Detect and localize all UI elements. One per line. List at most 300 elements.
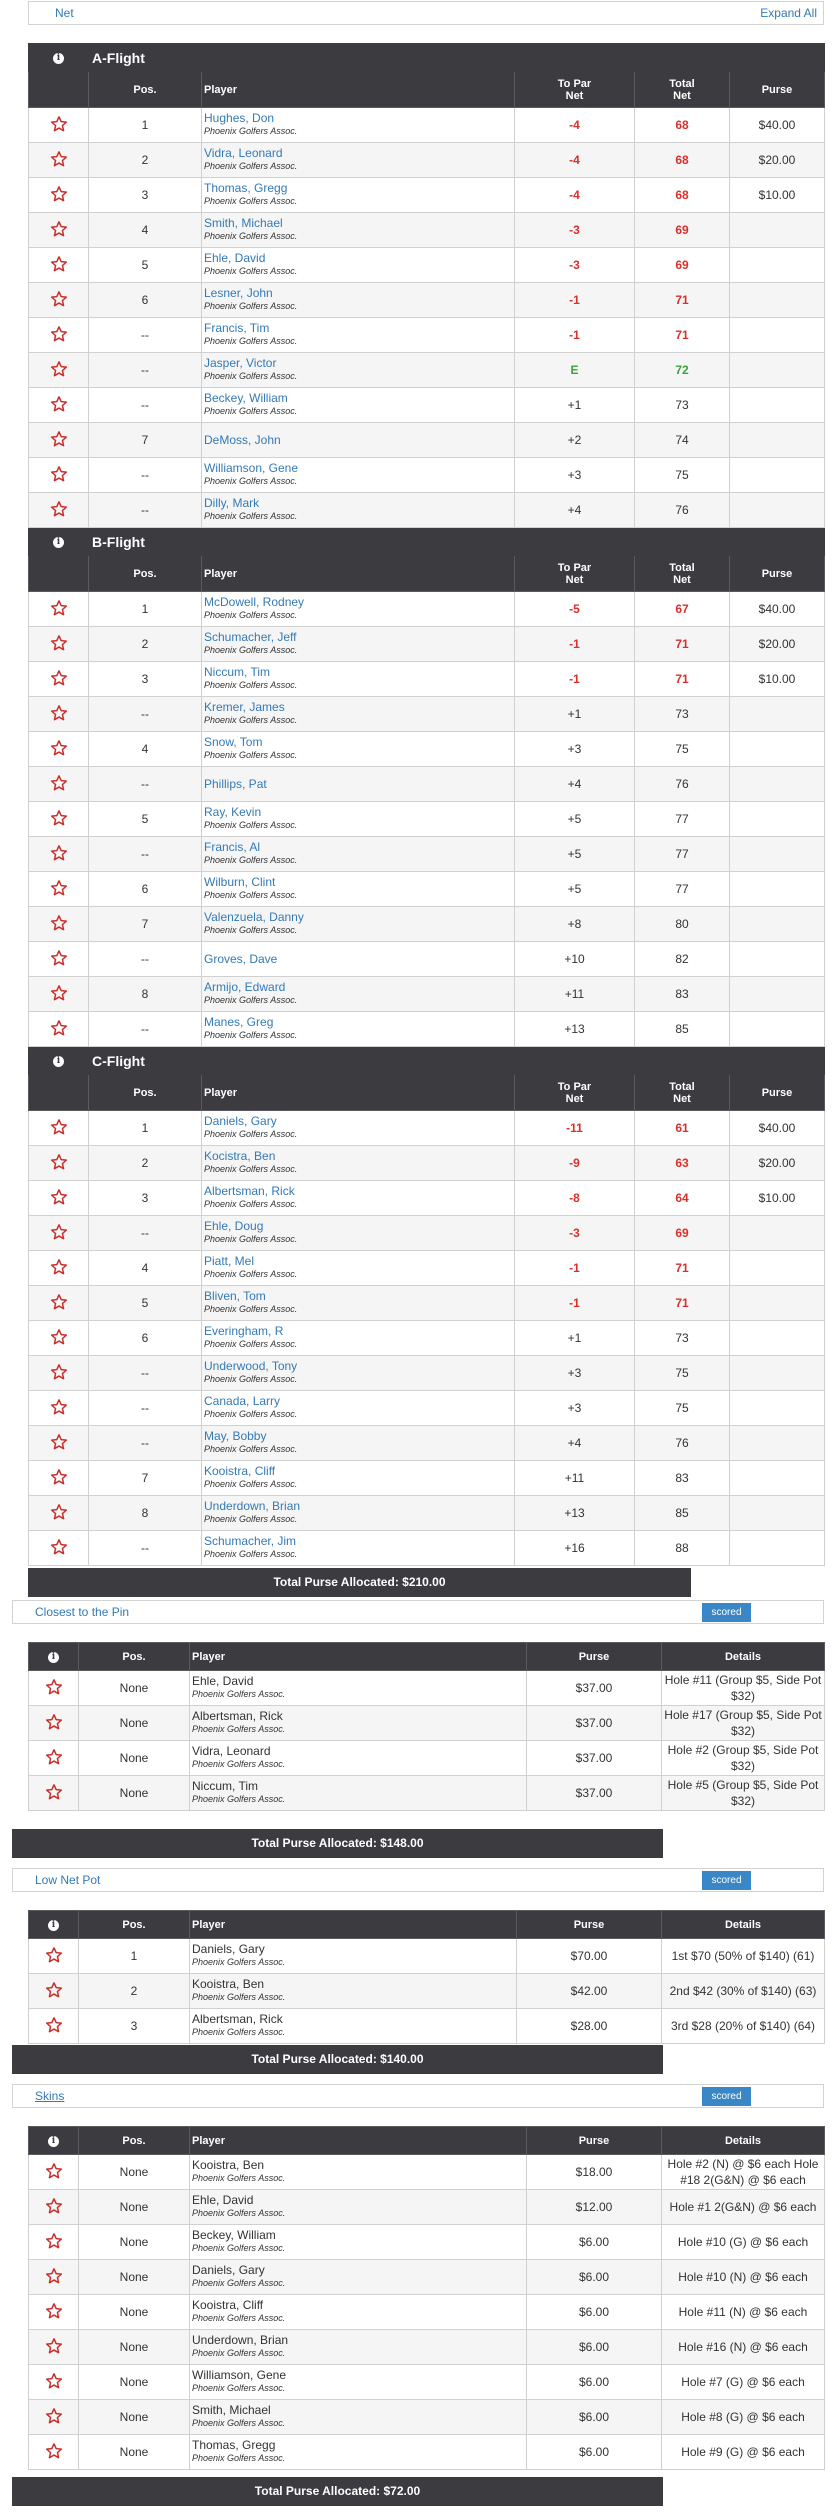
- position: 4: [89, 732, 202, 767]
- position: None: [79, 1671, 190, 1706]
- player-club: Phoenix Golfers Assoc.: [204, 855, 298, 865]
- game-title-link[interactable]: Skins: [35, 2089, 65, 2103]
- position: 4: [89, 1251, 202, 1286]
- col-purse: Purse: [730, 1075, 825, 1111]
- player-club: Phoenix Golfers Assoc.: [204, 406, 298, 416]
- table-row: [29, 1286, 825, 1321]
- player-name[interactable]: Kooistra, Ben: [192, 1977, 265, 1991]
- to-par-net: +11: [515, 1461, 635, 1496]
- favorite-star-icon[interactable]: [29, 1531, 89, 1566]
- total-net: 61: [635, 1111, 730, 1146]
- game-table: [28, 1642, 825, 1811]
- position: 4: [89, 213, 202, 248]
- purse: $40.00: [730, 108, 825, 143]
- details: Hole #11 (N) @ $6 each: [662, 2295, 825, 2330]
- player-club: Phoenix Golfers Assoc.: [192, 2383, 286, 2393]
- details: Hole #7 (G) @ $6 each: [662, 2365, 825, 2400]
- total-net: 71: [635, 1286, 730, 1321]
- favorite-star-icon[interactable]: [29, 213, 89, 248]
- favorite-star-icon[interactable]: [29, 872, 89, 907]
- to-par-net: +1: [515, 697, 635, 732]
- player-name-link[interactable]: Hughes, Don: [204, 111, 275, 125]
- info-icon[interactable]: i: [48, 1920, 59, 1931]
- purse: $10.00: [730, 1181, 825, 1216]
- favorite-star-icon[interactable]: [29, 1391, 89, 1426]
- total-net: 85: [635, 1012, 730, 1047]
- to-par-net: +3: [515, 458, 635, 493]
- favorite-star-icon[interactable]: [29, 942, 89, 977]
- favorite-star-icon[interactable]: [29, 2225, 79, 2260]
- position: --: [89, 697, 202, 732]
- table-row: [29, 1939, 825, 1974]
- player-club: Phoenix Golfers Assoc.: [204, 925, 298, 935]
- purse: [730, 942, 825, 977]
- table-row: [29, 1706, 825, 1741]
- total-net: 73: [635, 1321, 730, 1356]
- total-net: 77: [635, 872, 730, 907]
- to-par-net: +13: [515, 1012, 635, 1047]
- player-name-link[interactable]: Kremer, James: [204, 700, 285, 714]
- player-club: Phoenix Golfers Assoc.: [192, 2173, 286, 2183]
- table-row: [29, 977, 825, 1012]
- player-name-link[interactable]: Ehle, David: [204, 251, 266, 265]
- favorite-star-icon[interactable]: [29, 353, 89, 388]
- favorite-star-icon[interactable]: [29, 592, 89, 627]
- purse: $37.00: [527, 1671, 662, 1706]
- player-club: Phoenix Golfers Assoc.: [204, 126, 298, 136]
- position: None: [79, 1706, 190, 1741]
- favorite-star-icon[interactable]: [29, 1974, 79, 2009]
- to-par-net: -4: [515, 108, 635, 143]
- col-player: Player: [190, 2127, 527, 2155]
- position: 1: [89, 108, 202, 143]
- player-name-link[interactable]: Vidra, Leonard: [204, 146, 283, 160]
- player-club: Phoenix Golfers Assoc.: [192, 1794, 286, 1804]
- player-name-link[interactable]: May, Bobby: [204, 1429, 267, 1443]
- purse: $6.00: [527, 2400, 662, 2435]
- purse: $42.00: [517, 1974, 662, 2009]
- table-row: [29, 423, 825, 458]
- favorite-star-icon[interactable]: [29, 493, 89, 528]
- player-name-link[interactable]: Niccum, Tim: [204, 665, 270, 679]
- column-header-row: [29, 1075, 825, 1111]
- table-row: [29, 872, 825, 907]
- favorite-star-icon[interactable]: [29, 2365, 79, 2400]
- position: --: [89, 1216, 202, 1251]
- flight-header: [29, 528, 825, 556]
- info-icon[interactable]: i: [48, 1652, 59, 1663]
- total-net: 76: [635, 493, 730, 528]
- player-name-link[interactable]: Francis, Al: [204, 840, 261, 854]
- total-net: 75: [635, 732, 730, 767]
- col-player: Player: [190, 1643, 527, 1671]
- player-club: Phoenix Golfers Assoc.: [204, 1479, 298, 1489]
- game-title-link[interactable]: Closest to the Pin: [35, 1605, 130, 1619]
- purse: [730, 388, 825, 423]
- total-net: 69: [635, 213, 730, 248]
- position: 5: [89, 248, 202, 283]
- to-par-net: +4: [515, 493, 635, 528]
- purse: $10.00: [730, 178, 825, 213]
- col-pos: Pos.: [89, 72, 202, 108]
- position: None: [79, 2365, 190, 2400]
- player-name-link[interactable]: Daniels, Gary: [204, 1114, 277, 1128]
- total-net: 85: [635, 1496, 730, 1531]
- to-par-net: -4: [515, 178, 635, 213]
- favorite-star-icon[interactable]: [29, 1496, 89, 1531]
- to-par-net: +5: [515, 837, 635, 872]
- total-net: 68: [635, 108, 730, 143]
- table-row: [29, 318, 825, 353]
- table-row: [29, 732, 825, 767]
- player-name-link[interactable]: Phillips, Pat: [204, 776, 267, 791]
- total-net: 75: [635, 1356, 730, 1391]
- player-name-link[interactable]: Schumacher, Jeff: [204, 630, 297, 644]
- favorite-star-icon[interactable]: [29, 627, 89, 662]
- favorite-star-icon[interactable]: [29, 458, 89, 493]
- total-net: 68: [635, 178, 730, 213]
- col-pos: Pos.: [89, 556, 202, 592]
- purse: [730, 1461, 825, 1496]
- table-row: [29, 2400, 825, 2435]
- position: None: [79, 2225, 190, 2260]
- player-name-link[interactable]: Manes, Greg: [204, 1015, 274, 1029]
- favorite-star-icon[interactable]: [29, 2295, 79, 2330]
- player-name[interactable]: Thomas, Gregg: [192, 2438, 276, 2452]
- favorite-star-icon[interactable]: [29, 1286, 89, 1321]
- net-link[interactable]: Net: [55, 6, 74, 20]
- player-club: Phoenix Golfers Assoc.: [204, 1409, 298, 1419]
- player-club: Phoenix Golfers Assoc.: [204, 1514, 298, 1524]
- player-name[interactable]: Kooistra, Cliff: [192, 2298, 264, 2312]
- favorite-star-icon[interactable]: [29, 977, 89, 1012]
- details: Hole #2 (N) @ $6 each Hole #18 2(G&N) @ $6 each: [662, 2155, 825, 2190]
- info-icon[interactable]: i: [53, 537, 64, 548]
- details: Hole #9 (G) @ $6 each: [662, 2435, 825, 2470]
- player-name-link[interactable]: Everingham, R: [204, 1324, 284, 1338]
- player-club: Phoenix Golfers Assoc.: [204, 1164, 298, 1174]
- table-row: [29, 493, 825, 528]
- player-name-link[interactable]: Dilly, Mark: [204, 496, 260, 510]
- total-net: 69: [635, 1216, 730, 1251]
- position: 2: [89, 627, 202, 662]
- favorite-star-icon[interactable]: [29, 2400, 79, 2435]
- favorite-star-icon[interactable]: [29, 2260, 79, 2295]
- player-club: Phoenix Golfers Assoc.: [204, 1549, 298, 1559]
- purse: $37.00: [527, 1741, 662, 1776]
- player-name-link[interactable]: Underwood, Tony: [204, 1359, 298, 1373]
- col-pos: Pos.: [79, 1643, 190, 1671]
- column-header-row: [29, 556, 825, 592]
- to-par-net: +16: [515, 1531, 635, 1566]
- table-row: [29, 2330, 825, 2365]
- game-table: [28, 2126, 825, 2470]
- favorite-star-icon[interactable]: [29, 1181, 89, 1216]
- favorite-star-icon[interactable]: [29, 1461, 89, 1496]
- player-name-link[interactable]: Jasper, Victor: [204, 356, 277, 370]
- to-par-net: -1: [515, 1251, 635, 1286]
- purse: $6.00: [527, 2260, 662, 2295]
- favorite-star-icon[interactable]: [29, 1321, 89, 1356]
- total-net: 69: [635, 248, 730, 283]
- total-net: 71: [635, 627, 730, 662]
- game-bar: [12, 1600, 824, 1624]
- to-par-net: +13: [515, 1496, 635, 1531]
- to-par-net: +5: [515, 802, 635, 837]
- player-club: Phoenix Golfers Assoc.: [192, 2027, 286, 2037]
- position: --: [89, 767, 202, 802]
- to-par-net: -1: [515, 283, 635, 318]
- position: None: [79, 1741, 190, 1776]
- info-icon[interactable]: i: [48, 2136, 59, 2147]
- col-total-net: Total Net: [635, 556, 730, 592]
- position: 7: [89, 907, 202, 942]
- purse: $18.00: [527, 2155, 662, 2190]
- info-icon[interactable]: i: [53, 1056, 64, 1067]
- scored-badge: scored: [702, 1603, 751, 1622]
- favorite-star-icon[interactable]: [29, 318, 89, 353]
- player-name-link[interactable]: Francis, Tim: [204, 321, 270, 335]
- flights-total-purse: Total Purse Allocated: $210.00: [28, 1568, 691, 1597]
- position: None: [79, 2435, 190, 2470]
- table-row: [29, 1216, 825, 1251]
- player-club: Phoenix Golfers Assoc.: [204, 610, 298, 620]
- player-name-link[interactable]: Ray, Kevin: [204, 805, 262, 819]
- position: 6: [89, 1321, 202, 1356]
- col-purse: Purse: [527, 2127, 662, 2155]
- player-name-link[interactable]: Valenzuela, Danny: [204, 910, 304, 924]
- to-par-net: +11: [515, 977, 635, 1012]
- col-player: Player: [202, 556, 515, 592]
- purse: $28.00: [517, 2009, 662, 2044]
- position: --: [89, 1391, 202, 1426]
- favorite-star-icon[interactable]: [29, 1146, 89, 1181]
- position: 1: [79, 1939, 190, 1974]
- player-name[interactable]: Niccum, Tim: [192, 1779, 258, 1793]
- player-club: Phoenix Golfers Assoc.: [204, 1304, 298, 1314]
- position: None: [79, 2330, 190, 2365]
- player-name[interactable]: Vidra, Leonard: [192, 1744, 271, 1758]
- purse: $40.00: [730, 592, 825, 627]
- favorite-star-icon[interactable]: [29, 907, 89, 942]
- purse: $20.00: [730, 1146, 825, 1181]
- details: Hole #8 (G) @ $6 each: [662, 2400, 825, 2435]
- table-row: [29, 837, 825, 872]
- player-name[interactable]: Albertsman, Rick: [192, 2012, 283, 2026]
- col-details: Details: [662, 2127, 825, 2155]
- player-name-link[interactable]: Bliven, Tom: [204, 1289, 266, 1303]
- favorite-star-icon[interactable]: [29, 283, 89, 318]
- table-row: [29, 1111, 825, 1146]
- expand-all-link[interactable]: Expand All: [760, 6, 817, 20]
- total-net: 77: [635, 802, 730, 837]
- player-name-link[interactable]: Piatt, Mel: [204, 1254, 255, 1268]
- to-par-net: +2: [515, 423, 635, 458]
- favorite-star-icon[interactable]: [29, 1741, 79, 1776]
- player-name-link[interactable]: DeMoss, John: [204, 432, 281, 447]
- player-name[interactable]: Smith, Michael: [192, 2403, 271, 2417]
- favorite-star-icon[interactable]: [29, 2330, 79, 2365]
- player-name-link[interactable]: Kooistra, Cliff: [204, 1464, 276, 1478]
- total-net: 88: [635, 1531, 730, 1566]
- favorite-star-icon[interactable]: [29, 1939, 79, 1974]
- player-name-link[interactable]: Lesner, John: [204, 286, 273, 300]
- player-name[interactable]: Beckey, William: [192, 2228, 276, 2242]
- to-par-net: -1: [515, 1286, 635, 1321]
- player-name[interactable]: Kooistra, Ben: [192, 2158, 265, 2172]
- favorite-star-icon[interactable]: [29, 1251, 89, 1286]
- position: 3: [89, 178, 202, 213]
- player-name-link[interactable]: Wilburn, Clint: [204, 875, 276, 889]
- col-pos: Pos.: [79, 1911, 190, 1939]
- player-name[interactable]: Albertsman, Rick: [192, 1709, 283, 1723]
- favorite-star-icon[interactable]: [29, 2155, 79, 2190]
- total-net: 67: [635, 592, 730, 627]
- player-name-link[interactable]: Thomas, Gregg: [204, 181, 288, 195]
- player-name-link[interactable]: Snow, Tom: [204, 735, 263, 749]
- table-row: [29, 1321, 825, 1356]
- position: --: [89, 353, 202, 388]
- details: Hole #16 (N) @ $6 each: [662, 2330, 825, 2365]
- info-icon[interactable]: i: [53, 53, 64, 64]
- favorite-star-icon[interactable]: [29, 732, 89, 767]
- position: 1: [89, 1111, 202, 1146]
- purse: [730, 318, 825, 353]
- position: 5: [89, 802, 202, 837]
- player-club: Phoenix Golfers Assoc.: [204, 1030, 298, 1040]
- favorite-star-icon[interactable]: [29, 1356, 89, 1391]
- player-club: Phoenix Golfers Assoc.: [192, 2453, 286, 2463]
- position: --: [89, 1356, 202, 1391]
- player-name[interactable]: Ehle, David: [192, 1674, 254, 1688]
- table-row: [29, 1496, 825, 1531]
- table-row: [29, 1531, 825, 1566]
- player-name-link[interactable]: Schumacher, Jim: [204, 1534, 297, 1548]
- purse: [730, 837, 825, 872]
- favorite-star-icon[interactable]: [29, 178, 89, 213]
- table-row: [29, 1391, 825, 1426]
- favorite-star-icon[interactable]: [29, 662, 89, 697]
- favorite-star-icon[interactable]: [29, 1012, 89, 1047]
- favorite-star-icon[interactable]: [29, 697, 89, 732]
- to-par-net: -11: [515, 1111, 635, 1146]
- to-par-net: +1: [515, 1321, 635, 1356]
- position: 2: [89, 143, 202, 178]
- favorite-star-icon[interactable]: [29, 108, 89, 143]
- favorite-star-icon[interactable]: [29, 248, 89, 283]
- player-club: Phoenix Golfers Assoc.: [204, 161, 298, 171]
- details: Hole #10 (G) @ $6 each: [662, 2225, 825, 2260]
- player-club: Phoenix Golfers Assoc.: [204, 890, 298, 900]
- favorite-star-icon[interactable]: [29, 802, 89, 837]
- favorite-star-icon[interactable]: [29, 388, 89, 423]
- favorite-star-icon[interactable]: [29, 1776, 79, 1811]
- player-name[interactable]: Williamson, Gene: [192, 2368, 287, 2382]
- player-name-link[interactable]: Armijo, Edward: [204, 980, 286, 994]
- player-club: Phoenix Golfers Assoc.: [204, 680, 298, 690]
- game-title-link[interactable]: Low Net Pot: [35, 1873, 101, 1887]
- player-club: Phoenix Golfers Assoc.: [204, 336, 298, 346]
- player-name-link[interactable]: Williamson, Gene: [204, 461, 299, 475]
- purse: [730, 1321, 825, 1356]
- col-total-net: Total Net: [635, 1075, 730, 1111]
- favorite-star-icon[interactable]: [29, 2435, 79, 2470]
- table-row: [29, 627, 825, 662]
- position: 8: [89, 1496, 202, 1531]
- to-par-net: +1: [515, 388, 635, 423]
- player-name-link[interactable]: Albertsman, Rick: [204, 1184, 295, 1198]
- position: 5: [89, 1286, 202, 1321]
- col-to-par: To Par Net: [515, 556, 635, 592]
- player-name[interactable]: Ehle, David: [192, 2193, 254, 2207]
- favorite-star-icon[interactable]: [29, 1706, 79, 1741]
- net-bar: [28, 1, 824, 25]
- favorite-star-icon[interactable]: [29, 1111, 89, 1146]
- details: Hole #1 2(G&N) @ $6 each: [662, 2190, 825, 2225]
- purse: [730, 1426, 825, 1461]
- col-player: Player: [202, 72, 515, 108]
- favorite-star-icon[interactable]: [29, 143, 89, 178]
- purse: [730, 493, 825, 528]
- player-club: Phoenix Golfers Assoc.: [204, 820, 298, 830]
- purse: [730, 802, 825, 837]
- player-name-link[interactable]: Groves, Dave: [204, 951, 278, 966]
- table-row: [29, 1012, 825, 1047]
- favorite-star-icon[interactable]: [29, 2190, 79, 2225]
- table-row: [29, 1974, 825, 2009]
- player-name-link[interactable]: Underdown, Brian: [204, 1499, 301, 1513]
- position: 1: [89, 592, 202, 627]
- column-header-row: [29, 1643, 825, 1671]
- to-par-net: -3: [515, 248, 635, 283]
- purse: [730, 1216, 825, 1251]
- player-club: Phoenix Golfers Assoc.: [192, 2313, 286, 2323]
- player-name-link[interactable]: Kocistra, Ben: [204, 1149, 276, 1163]
- player-name-link[interactable]: Beckey, William: [204, 391, 288, 405]
- table-row: [29, 2225, 825, 2260]
- player-club: Phoenix Golfers Assoc.: [204, 511, 298, 521]
- purse: [730, 248, 825, 283]
- favorite-star-icon[interactable]: [29, 1671, 79, 1706]
- favorite-star-icon[interactable]: [29, 1216, 89, 1251]
- table-row: [29, 2155, 825, 2190]
- favorite-star-icon[interactable]: [29, 837, 89, 872]
- table-row: [29, 1461, 825, 1496]
- total-net: 73: [635, 388, 730, 423]
- table-row: [29, 143, 825, 178]
- player-name[interactable]: Daniels, Gary: [192, 1942, 265, 1956]
- player-name-link[interactable]: McDowell, Rodney: [204, 595, 305, 609]
- player-name[interactable]: Underdown, Brian: [192, 2333, 289, 2347]
- favorite-star-icon[interactable]: [29, 2009, 79, 2044]
- game-bar: [12, 1868, 824, 1892]
- purse: [730, 907, 825, 942]
- player-name-link[interactable]: Smith, Michael: [204, 216, 283, 230]
- player-club: Phoenix Golfers Assoc.: [192, 2348, 286, 2358]
- player-name[interactable]: Daniels, Gary: [192, 2263, 265, 2277]
- favorite-star-icon[interactable]: [29, 1426, 89, 1461]
- player-name-link[interactable]: Canada, Larry: [204, 1394, 281, 1408]
- total-net: 74: [635, 423, 730, 458]
- position: 3: [89, 1181, 202, 1216]
- purse: $6.00: [527, 2295, 662, 2330]
- player-club: Phoenix Golfers Assoc.: [192, 1759, 286, 1769]
- player-club: Phoenix Golfers Assoc.: [204, 1269, 298, 1279]
- favorite-star-icon[interactable]: [29, 767, 89, 802]
- player-name-link[interactable]: Ehle, Doug: [204, 1219, 264, 1233]
- favorite-star-icon[interactable]: [29, 423, 89, 458]
- position: --: [89, 388, 202, 423]
